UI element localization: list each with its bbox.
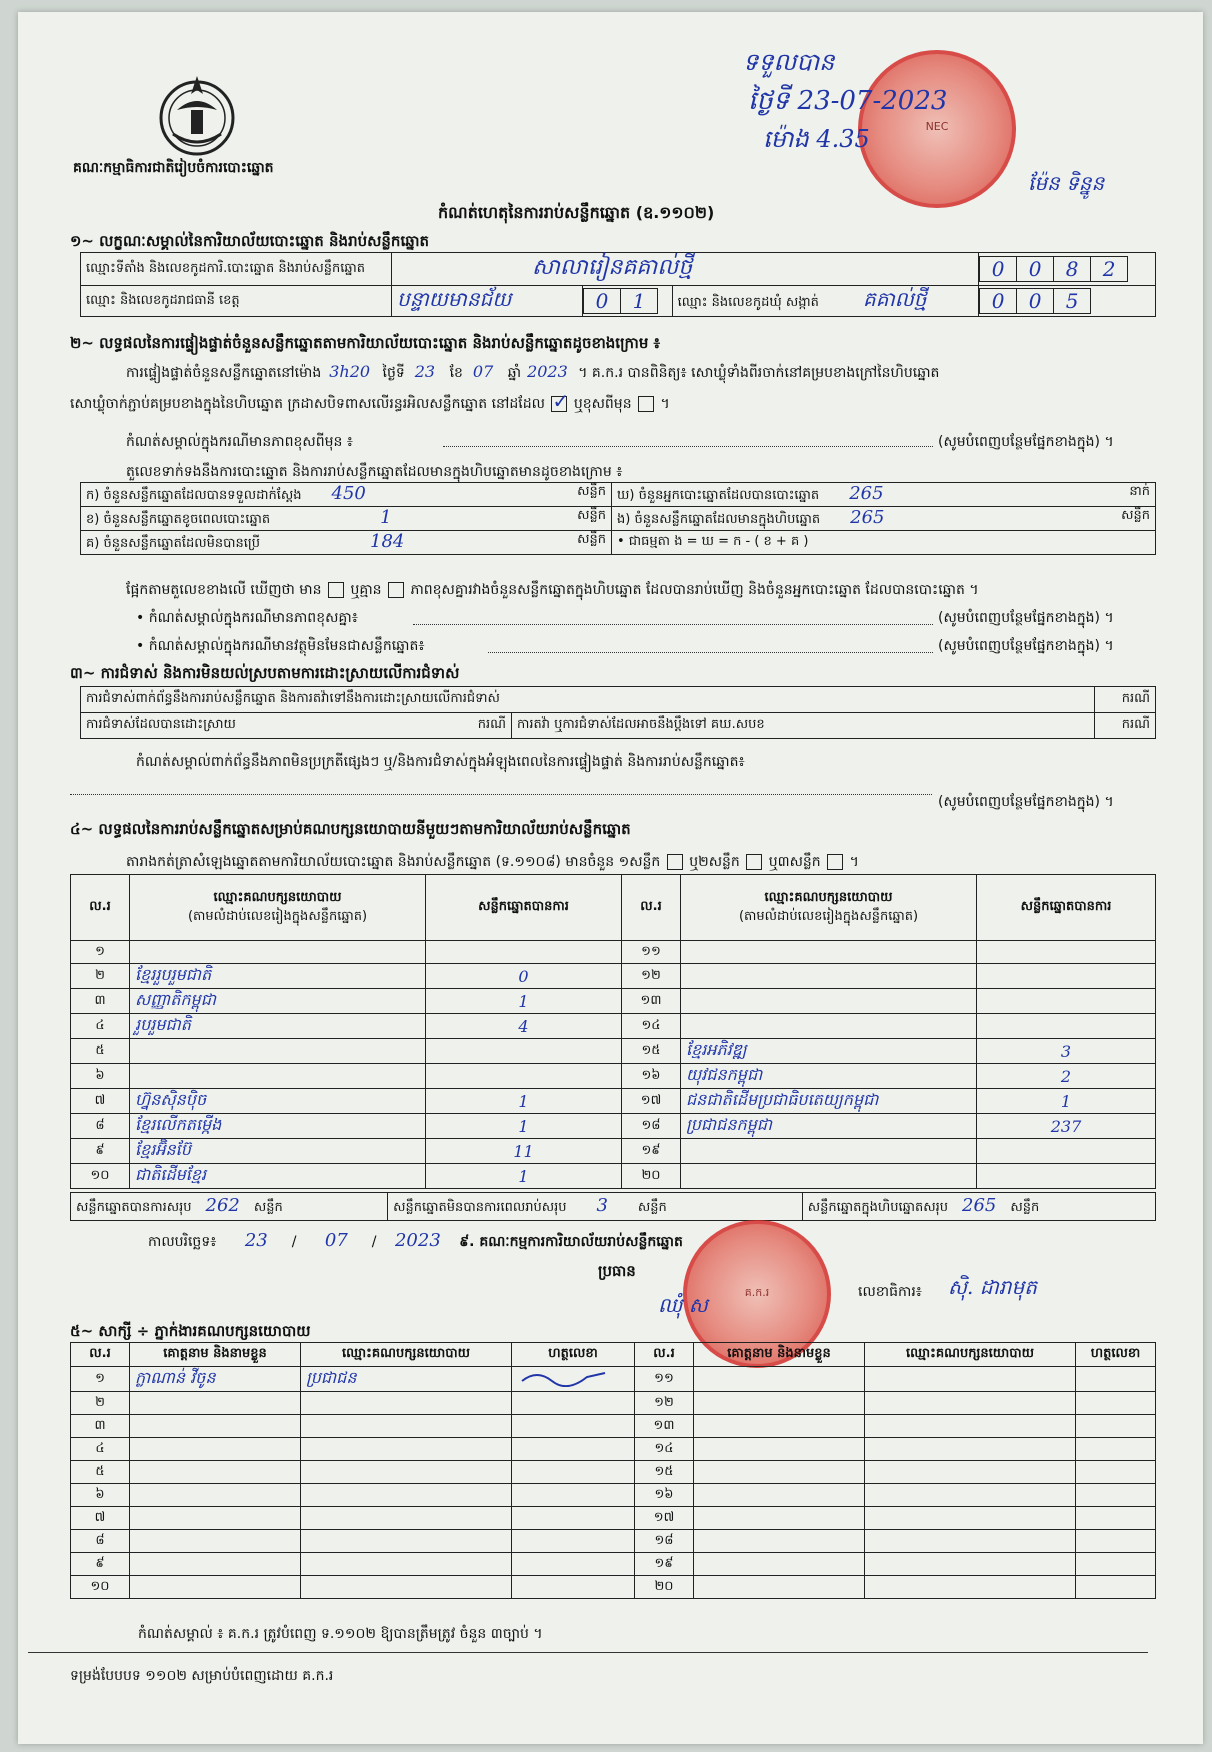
witness-name bbox=[130, 1553, 301, 1576]
result-row bbox=[71, 1139, 1156, 1164]
row-number: ៨ bbox=[71, 1530, 130, 1553]
row-number: ២០ bbox=[635, 1576, 694, 1599]
vote-count: 3 bbox=[977, 1039, 1156, 1064]
party-name: យុវជនកម្ពុជា bbox=[681, 1064, 977, 1089]
count-kha-value: 1 bbox=[380, 507, 392, 528]
witness-party bbox=[301, 1392, 512, 1415]
row-number: ១៧ bbox=[635, 1507, 694, 1530]
witness-name bbox=[130, 1438, 301, 1461]
vote-count bbox=[977, 1164, 1156, 1189]
row-number: ៣ bbox=[71, 1415, 130, 1438]
count-ko-label: គ) ចំនួនសន្លឹកឆ្នោតដែលមិនបានប្រើ bbox=[86, 536, 260, 551]
date-month: 07 bbox=[324, 1230, 348, 1251]
witness-party bbox=[865, 1507, 1076, 1530]
row-number: ១៥ bbox=[635, 1461, 694, 1484]
vote-count: 1 bbox=[426, 1114, 622, 1139]
row-number: ១០ bbox=[71, 1576, 130, 1599]
s3-heading: ៣~ ការជំទាស់ និងការមិនយល់ស្របតាមការដោះស្រាយលើការជំទាស់ bbox=[70, 664, 460, 682]
row-number: ៤ bbox=[71, 1014, 130, 1039]
row-number: ១៣ bbox=[622, 989, 681, 1014]
row-number: ៣ bbox=[71, 989, 130, 1014]
witness-name bbox=[694, 1553, 865, 1576]
count-kho-label: ឃ) ចំនួនអ្នកបោះឆ្នោតដែលបានបោះឆ្នោត bbox=[617, 488, 820, 503]
commune-code-digit: 0 bbox=[980, 289, 1017, 314]
vote-count: 1 bbox=[426, 989, 622, 1014]
witness-party bbox=[865, 1392, 1076, 1415]
note1-fill: (សូមបំពេញបន្ថែមផ្នែកខាងក្នុង) ។ bbox=[938, 434, 1114, 450]
vote-count bbox=[426, 1039, 622, 1064]
s5-heading: ៥~ សាក្សី ÷ ភ្នាក់ងារគណបក្សនយោបាយ bbox=[70, 1322, 311, 1340]
row-number: ៩ bbox=[71, 1553, 130, 1576]
secretary-signature: ស៊ិ. ដារាមុត bbox=[948, 1275, 1037, 1299]
witness-party bbox=[301, 1530, 512, 1553]
witness-name bbox=[130, 1415, 301, 1438]
witness-row bbox=[71, 1392, 1156, 1415]
witness-party bbox=[865, 1576, 1076, 1599]
witness-name bbox=[694, 1392, 865, 1415]
party-name: ខ្មែរលើកតម្កើង bbox=[130, 1114, 426, 1139]
witness-party bbox=[865, 1438, 1076, 1461]
verify-time: 3h20 bbox=[329, 362, 371, 381]
party-name bbox=[130, 1064, 426, 1089]
witness-row bbox=[71, 1484, 1156, 1507]
station-name: សាលារៀនគគាល់ថ្មី bbox=[392, 253, 979, 286]
committee-seal: គ.ក.រ bbox=[683, 1220, 831, 1368]
received-time: ម៉ោង 4.35 bbox=[763, 125, 870, 153]
station-code-digit: 2 bbox=[1091, 257, 1128, 282]
party-name: ជនជាតិដើមប្រជាធិបតេយ្យកម្ពុជា bbox=[681, 1089, 977, 1114]
vote-count: 1 bbox=[426, 1089, 622, 1114]
row-number: ១៩ bbox=[635, 1553, 694, 1576]
row-number: ១ bbox=[71, 941, 130, 964]
row-number: ១១ bbox=[622, 941, 681, 964]
witness-row bbox=[71, 1367, 1156, 1392]
row-number: ១២ bbox=[622, 964, 681, 989]
vote-count bbox=[977, 941, 1156, 964]
witness-name bbox=[694, 1438, 865, 1461]
result-row bbox=[71, 1114, 1156, 1139]
witness-party bbox=[301, 1415, 512, 1438]
row-number: ១៦ bbox=[635, 1484, 694, 1507]
s1-row1-label: ឈ្មោះទីតាំង និងលេខកូដការិ.បោះឆ្នោត និងរាប់សន្លឹកឆ្នោត bbox=[81, 253, 392, 286]
witness-name bbox=[130, 1530, 301, 1553]
count-kha-label: ខ) ចំនួនសន្លឹកឆ្នោតខូចពេលបោះឆ្នោត bbox=[86, 512, 271, 527]
note1-line bbox=[443, 432, 933, 447]
count-kho-value: 265 bbox=[849, 483, 884, 504]
witness-signature bbox=[512, 1553, 635, 1576]
s3-note: កំណត់សម្គាល់ពាក់ព័ន្ធនឹងភាពមិនប្រក្រតីផ្សេងៗ ឬ/និងការជំទាស់ក្នុងអំឡុងពេលនៃការផ្ទៀងផ្ទាត់ និងការរាប់សន្លឹកឆ្នោត៖ bbox=[136, 754, 745, 770]
witness-table: ល.រ គោត្តនាម និងនាមខ្លួន ឈ្មោះគណបក្សនយោបាយ ហត្ថលេខា ល.រ គោត្តនាម និងនាមខ្លួន ឈ្មោះគណបក្សនយោបាយ ហត្ថលេខា ១ ក្លាណាន់ វីចូន ប្រជាជន ១១ ២ ១២ ៣ ១៣ ៤ ១៤ ៥ ១៥ ៦ ១៦ ៧ ១៧ ៨ ១៨ ៩ ១៩ ១០ ២០ bbox=[70, 1342, 1156, 1599]
witness-signature bbox=[512, 1576, 635, 1599]
count-ka-label: ក) ចំនួនសន្លឹកឆ្នោតដែលបានទទួលដាក់ស្តែង bbox=[86, 488, 302, 503]
party-name bbox=[681, 1139, 977, 1164]
witness-name bbox=[130, 1392, 301, 1415]
party-name bbox=[130, 941, 426, 964]
count-ngo-value: 265 bbox=[850, 507, 885, 528]
witness-name bbox=[694, 1367, 865, 1392]
station-code-digit: 0 bbox=[1017, 257, 1054, 282]
witness-party bbox=[301, 1438, 512, 1461]
province-code-digit: 0 bbox=[584, 289, 621, 314]
witness-signature bbox=[1076, 1461, 1156, 1484]
three-sheet-checkbox[interactable] bbox=[827, 854, 843, 870]
row-number: ១ bbox=[71, 1367, 130, 1392]
result-row bbox=[71, 1014, 1156, 1039]
totals-table: សន្លឹកឆ្នោតបានការសរុប 262 សន្លឹក សន្លឹកឆ្នោតមិនបានការពេលរាប់សរុប 3 សន្លឹក សន្លឹកឆ្នោតក្នុងហិបឆ្នោតសរុប 265 សន្លឹក bbox=[70, 1192, 1156, 1221]
witness-name bbox=[694, 1576, 865, 1599]
result-row bbox=[71, 941, 1156, 964]
witness-signature bbox=[1076, 1530, 1156, 1553]
witness-name: ក្លាណាន់ វីចូន bbox=[130, 1367, 301, 1392]
different-checkbox[interactable] bbox=[638, 396, 654, 412]
party-name bbox=[681, 1164, 977, 1189]
received-signer: ម៉ែន ទិន្នូន bbox=[1028, 171, 1105, 195]
province-name: បន្ទាយមានជ័យ bbox=[392, 286, 583, 317]
vote-count: 11 bbox=[426, 1139, 622, 1164]
party-name bbox=[681, 1014, 977, 1039]
witness-signature bbox=[512, 1530, 635, 1553]
form-page: គណៈកម្មាធិការជាតិរៀបចំការបោះឆ្នោត NEC ទទួលបាន ថ្ងៃទី 23-07-2023 ម៉ោង 4.35 ម៉ែន ទិន្នូន កំណត់ហេតុនៃការរាប់សន្លឹកឆ្នោត (ឧ.១១០២) ១~ លក្ខណៈសម្គាល់នៃការិយាល័យបោះឆ្នោត និងរាប់សន្លឹកឆ្នោត ឈ្មោះទីតាំង និងលេខកូដការិ.បោះឆ្នោត និងរាប់សន្លឹកឆ្នោត សាលារៀនគគាល់ថ្មី 0 0 8 2 ឈ្មោះ និងលេខកូដរាជធានី ខេត្ត បន្ទាយមានជ័យ 0 1 ឈ្មោះ និងលេខកូដឃុំ សង្កាត់ គគាល់ថ្មី 0 0 5 ២~ លទ្ធផលនៃការផ្ទៀងផ្ទាត់ចំនួនសន្លឹកឆ្នោតតាមការិយាល័យបោះឆ្នោត និងរាប់សន្លឹកឆ្នោតដូចខាងក្រោម ៖ ការផ្ទៀងផ្ទាត់ចំនួនសន្លឹកឆ្នោតនៅម៉ោង 3h20 ថ្ងៃទី 23 ខែ 07 ឆ្នាំ 2023 ។ គ.ក.រ បានពិនិត្យ៖ សោឃ្លុំទាំងពីរចាក់នៅគម្របខាងក្រៅនៃហិបឆ្នោត សោឃ្លុំចាក់ភ្ជាប់គម្របខាងក្នុងនៃហិបឆ្នោត ក្រដាសបិទពាសលើរន្ធរអិលសន្លឹកឆ្នោត នៅដដែល ✓ ឬខុសពីមុន ។ កំណត់សម្គាល់ក្នុងករណីមានភាពខុសពីមុន ៖ (សូមបំពេញបន្ថែមផ្នែកខាងក្នុង) ។ តួលេខទាក់ទងនឹងការបោះឆ្នោត និងការរាប់សន្លឹកឆ្នោតដែលមានក្នុងហិបឆ្នោតមានដូចខាងក្រោម ៖ ក) ចំនួនសន្លឹកឆ្នោតដែលបានទទួលដាក់ស្តែង 450 សន្លឹក ឃ) ចំនួនអ្នកបោះឆ្នោតដែលបានបោះឆ្នោត 265 នាក់ ខ) ចំនួនសន្លឹកឆ្នោតខូចពេលបោះឆ្នោត 1 សន្លឹក ង) ចំនួនសន្លឹកឆ្នោតដែលមានក្នុងហិបឆ្នោត 265 សន្លឹក គ) ចំនួនសន្លឹកឆ្នោតដែលមិនបានប្រើ 184 សន្លឹក • ជាធម្មតា ង = ឃ = ក - ( ខ + គ ) ផ្អែកតាមតួលេខខាងលើ ឃើញថា មាន ឬគ្មាន ភាពខុសគ្នារវាងចំនួនសន្លឹកឆ្នោតក្នុងហិបឆ្នោត ដែលបានរាប់ឃើញ និងចំនួនអ្នកបោះឆ្នោត ដែលបានបោះឆ្នោត ។ • កំណត់សម្គាល់ក្នុងករណីមានភាពខុសគ្នា៖ (សូមបំពេញបន្ថែមផ្នែកខាងក្នុង) ។ • កំណត់សម្គាល់ក្នុងករណីមានវត្ថុមិនមែនជាសន្លឹកឆ្នោត៖ (សូមបំពេញបន្ថែមផ្នែកខាងក្នុង) ។ ៣~ ការជំទាស់ និងការមិនយល់ស្របតាមការដោះស្រាយលើការជំទាស់ ការជំទាស់ពាក់ព័ន្ធនឹងការរាប់សន្លឹកឆ្នោត និងការតវ៉ាទៅនឹងការដោះស្រាយលើការជំទាស់ ករណី ការជំទាស់ដែលបានដោះស្រាយ ករណី ការតវ៉ា ឬការជំទាស់ដែលអាចនឹងប្តឹងទៅ គឃ.សបខ ករណី កំណត់សម្គាល់ពាក់ព័ន្ធនឹងភាពមិនប្រក្រតីផ្សេងៗ ឬ/និងការជំទាស់ក្នុងអំឡុងពេលនៃការផ្ទៀងផ្ទាត់ និងការរាប់សន្លឹកឆ្នោត៖ (សូមបំពេញបន្ថែមផ្នែកខាងក្នុង) ។ ៤~ លទ្ធផលនៃការរាប់សន្លឹកឆ្នោតសម្រាប់គណបក្សនយោបាយនីមួយៗតាមការិយាល័យរាប់សន្លឹកឆ្នោត តារាងកត់ត្រាសំឡេងឆ្នោតតាមការិយាល័យបោះឆ្នោត និងរាប់សន្លឹកឆ្នោត (ទ.១១០៨) មានចំនួន ១សន្លឹក ឬ២សន្លឹក ឬ៣សន្លឹក ។ ល.រ ឈ្មោះគណបក្សនយោបាយ (តាមលំដាប់លេខរៀងក្នុងសន្លឹកឆ្នោត) សន្លឹកឆ្នោតបានការ ល.រ ឈ្មោះគណបក្សនយោបាយ (តាមលំដាប់លេខរៀងក្នុងសន្លឹកឆ្នោត) សន្លឹកឆ្នោតបានការ ១ ១១ ២ ខ្មែររួបរួមជាតិ 0 ១២ ៣ សញ្ញាតិកម្ពុជា 1 ១៣ ៤ រួបរួមជាតិ 4 ១៤ ៥ ១៥ ខ្មែរអភិវឌ្ឍ 3 ៦ ១៦ យុវជនកម្ពុជា 2 ៧ ហ្វ៊ុនស៊ិនប៉ិច 1 ១៧ ជនជាតិដើមប្រជាធិបតេយ្យកម្ពុជា 1 ៨ ខ្មែរលើកតម្កើង 1 ១៨ ប្រជាជនកម្ពុជា 237 ៩ ខ្មែរអ៊ិនប៊ែ 11 ១៩ ១០ ជាតិដើមខ្មែរ 1 ២០ សន្លឹកឆ្នោតបានការសរុប 262 សន្លឹក សន្លឹកឆ្នោតមិនបានការពេលរាប់សរុប 3 សន្លឹក សន្លឹកឆ្នោតក្នុងហិបឆ្នោតសរុប 265 សន្លឹក កាលបរិច្ឆេទ៖ 23 / 07 / 2023 ៩. គណៈកម្មការការិយាល័យរាប់សន្លឹកឆ្នោត គ.ក.រ ប្រធាន ឈុំ ស លេខាធិការ៖ ស៊ិ. ដារាមុត ៥~ សាក្សី ÷ ភ្នាក់ងារគណបក្សនយោបាយ ល.រ គោត្តនាម និងនាមខ្លួន ឈ្មោះគណបក្សនយោបាយ ហត្ថលេខា ល.រ គោត្តនាម និងនាមខ្លួន ឈ្មោះគណបក្សនយោបាយ ហត្ថលេខា ១ ក្លាណាន់ វីចូន ប្រជាជន ១១ ២ ១២ ៣ ១៣ ៤ ១៤ ៥ ១៥ ៦ ១៦ ៧ ១៧ ៨ ១៨ ៩ ១៩ ១០ ២០ កំណត់សម្គាល់ ៖ គ.ក.រ ត្រូវបំពេញ ទ.១១០២ ឱ្យបានត្រឹមត្រូវ ចំនួន ៣ច្បាប់ ។ ទម្រង់បែបបទ ១១០២ សម្រាប់បំពេញដោយ គ.ក.រ bbox=[18, 12, 1203, 1744]
party-name: ហ្វ៊ុនស៊ិនប៉ិច bbox=[130, 1089, 426, 1114]
row-number: ៧ bbox=[71, 1089, 130, 1114]
row-number: ១២ bbox=[635, 1392, 694, 1415]
result-row bbox=[71, 1064, 1156, 1089]
counts-table: ក) ចំនួនសន្លឹកឆ្នោតដែលបានទទួលដាក់ស្តែង 450 សន្លឹក ឃ) ចំនួនអ្នកបោះឆ្នោតដែលបានបោះឆ្នោត 265 នាក់ ខ) ចំនួនសន្លឹកឆ្នោតខូចពេលបោះឆ្នោត 1 សន្លឹក ង) ចំនួនសន្លឹកឆ្នោតដែលមានក្នុងហិបឆ្នោត 265 សន្លឹក គ) ចំនួនសន្លឹកឆ្នោតដែលមិនបានប្រើ 184 សន្លឹក • ជាធម្មតា ង = ឃ = ក - ( ខ + គ ) bbox=[80, 482, 1156, 555]
s2-p1: ការផ្ទៀងផ្ទាត់ចំនួនសន្លឹកឆ្នោតនៅម៉ោង 3h20 ថ្ងៃទី 23 ខែ 07 ឆ្នាំ 2023 ។ គ.ក.រ បានពិនិត្យ៖ សោឃ្លុំទាំងពីរចាក់នៅគម្របខាងក្រៅនៃហិបឆ្នោត bbox=[126, 362, 940, 381]
row-number: ២ bbox=[71, 964, 130, 989]
row-number: ២ bbox=[71, 1392, 130, 1415]
party-name: រួបរួមជាតិ bbox=[130, 1014, 426, 1039]
witness-signature bbox=[512, 1507, 635, 1530]
province-code-digit: 1 bbox=[621, 289, 658, 314]
row-number: ៧ bbox=[71, 1507, 130, 1530]
witness-party bbox=[301, 1484, 512, 1507]
witness-party bbox=[865, 1415, 1076, 1438]
witness-row bbox=[71, 1415, 1156, 1438]
s1-heading: ១~ លក្ខណៈសម្គាល់នៃការិយាល័យបោះឆ្នោត និងរាប់សន្លឹកឆ្នោត bbox=[70, 232, 430, 250]
station-code-digit: 8 bbox=[1054, 257, 1091, 282]
s2-heading: ២~ លទ្ធផលនៃការផ្ទៀងផ្ទាត់ចំនួនសន្លឹកឆ្នោតតាមការិយាល័យបោះឆ្នោត និងរាប់សន្លឹកឆ្នោតដូចខាងក្រោម ៖ bbox=[70, 334, 661, 352]
station-code-digit: 0 bbox=[980, 257, 1017, 282]
witness-party bbox=[301, 1507, 512, 1530]
witness-party bbox=[301, 1576, 512, 1599]
s4-heading: ៤~ លទ្ធផលនៃការរាប់សន្លឹកឆ្នោតសម្រាប់គណបក្សនយោបាយនីមួយៗតាមការិយាល័យរាប់សន្លឹកឆ្នោត bbox=[70, 820, 631, 838]
vote-count: 237 bbox=[977, 1114, 1156, 1139]
witness-name bbox=[694, 1484, 865, 1507]
s2-p2: សោឃ្លុំចាក់ភ្ជាប់គម្របខាងក្នុងនៃហិបឆ្នោត ក្រដាសបិទពាសលើរន្ធរអិលសន្លឹកឆ្នោត នៅដដែល ✓ ឬខុសពីមុន ។ bbox=[70, 389, 670, 413]
footer: ទម្រង់បែបបទ ១១០២ សម្រាប់បំពេញដោយ គ.ក.រ bbox=[70, 1668, 334, 1684]
row-number: ៦ bbox=[71, 1064, 130, 1089]
witness-name bbox=[694, 1530, 865, 1553]
s4-p1: តារាងកត់ត្រាសំឡេងឆ្នោតតាមការិយាល័យបោះឆ្នោត និងរាប់សន្លឹកឆ្នោត (ទ.១១០៨) មានចំនួន ១សន្លឹក ឬ២សន្លឹក ឬ៣សន្លឹក ។ bbox=[126, 854, 859, 870]
witness-name bbox=[694, 1415, 865, 1438]
nec-emblem-icon bbox=[153, 70, 241, 158]
witness-signature bbox=[1076, 1367, 1156, 1392]
commune-code-digit: 5 bbox=[1054, 289, 1091, 314]
witness-signature bbox=[512, 1484, 635, 1507]
secretary-label: លេខាធិការ៖ bbox=[858, 1284, 922, 1300]
row-number: ១៦ bbox=[622, 1064, 681, 1089]
row-number: ២០ bbox=[622, 1164, 681, 1189]
witness-signature bbox=[512, 1415, 635, 1438]
row-number: ១៩ bbox=[622, 1139, 681, 1164]
vote-count bbox=[977, 989, 1156, 1014]
row-number: ១៤ bbox=[635, 1438, 694, 1461]
objections-table: ការជំទាស់ពាក់ព័ន្ធនឹងការរាប់សន្លឹកឆ្នោត និងការតវ៉ាទៅនឹងការដោះស្រាយលើការជំទាស់ ករណី ការជំទាស់ដែលបានដោះស្រាយ ករណី ការតវ៉ា ឬការជំទាស់ដែលអាចនឹងប្តឹងទៅ គឃ.សបខ ករណី bbox=[80, 686, 1156, 739]
row-number: ៨ bbox=[71, 1114, 130, 1139]
received-date: ថ្ងៃទី 23-07-2023 bbox=[748, 86, 948, 116]
vote-count bbox=[426, 941, 622, 964]
row-number: ១៥ bbox=[622, 1039, 681, 1064]
vote-count bbox=[426, 1064, 622, 1089]
row-number: ៩ bbox=[71, 1139, 130, 1164]
two-sheet-checkbox[interactable] bbox=[746, 854, 762, 870]
count-ka-value: 450 bbox=[331, 483, 366, 504]
result-row bbox=[71, 964, 1156, 989]
witness-name bbox=[694, 1507, 865, 1530]
received-seal: NEC bbox=[858, 50, 1016, 208]
witness-party: ប្រជាជន bbox=[301, 1367, 512, 1392]
witness-name bbox=[130, 1507, 301, 1530]
witness-party bbox=[865, 1530, 1076, 1553]
same-checkbox[interactable]: ✓ bbox=[552, 389, 570, 413]
row-number: ៥ bbox=[71, 1461, 130, 1484]
witness-signature bbox=[1076, 1438, 1156, 1461]
result-row bbox=[71, 1039, 1156, 1064]
count-ko-value: 184 bbox=[370, 531, 405, 552]
one-sheet-checkbox[interactable] bbox=[667, 854, 683, 870]
total-in-box: 265 bbox=[962, 1195, 997, 1216]
row-number: ១៣ bbox=[635, 1415, 694, 1438]
results-table: ល.រ ឈ្មោះគណបក្សនយោបាយ (តាមលំដាប់លេខរៀងក្នុងសន្លឹកឆ្នោត) សន្លឹកឆ្នោតបានការ ល.រ ឈ្មោះគណបក្សនយោបាយ (តាមលំដាប់លេខរៀងក្នុងសន្លឹកឆ្នោត) សន្លឹកឆ្នោតបានការ ១ ១១ ២ ខ្មែររួបរួមជាតិ 0 ១២ ៣ សញ្ញាតិកម្ពុជា 1 ១៣ ៤ រួបរួមជាតិ 4 ១៤ ៥ ១៥ ខ្មែរអភិវឌ្ឍ 3 ៦ ១៦ យុវជនកម្ពុជា 2 ៧ ហ្វ៊ុនស៊ិនប៉ិច 1 ១៧ ជនជាតិដើមប្រជាធិបតេយ្យកម្ពុជា 1 ៨ ខ្មែរលើកតម្កើង 1 ១៨ ប្រជាជនកម្ពុជា 237 ៩ ខ្មែរអ៊ិនប៊ែ 11 ១៩ ១០ ជាតិដើមខ្មែរ 1 ២០ bbox=[70, 874, 1156, 1189]
party-name: ខ្មែរអ៊ិនប៊ែ bbox=[130, 1139, 426, 1164]
row-number: ១៤ bbox=[622, 1014, 681, 1039]
row-number: ១១ bbox=[635, 1367, 694, 1392]
vote-count: 0 bbox=[426, 964, 622, 989]
s2-p4: ផ្អែកតាមតួលេខខាងលើ ឃើញថា មាន ឬគ្មាន ភាពខុសគ្នារវាងចំនួនសន្លឹកឆ្នោតក្នុងហិបឆ្នោត ដែលបានរាប់ឃើញ និងចំនួនអ្នកបោះឆ្នោត ដែលបានបោះឆ្នោត ។ bbox=[126, 582, 979, 598]
no-diff-checkbox[interactable] bbox=[388, 582, 404, 598]
witness-row bbox=[71, 1461, 1156, 1484]
committee-name: គណៈកម្មាធិការជាតិរៀបចំការបោះឆ្នោត bbox=[73, 160, 274, 176]
witness-party bbox=[865, 1367, 1076, 1392]
witness-party bbox=[865, 1461, 1076, 1484]
s1-row2-label2: ឈ្មោះ និងលេខកូដឃុំ សង្កាត់ bbox=[677, 295, 819, 310]
witness-name bbox=[130, 1461, 301, 1484]
row-number: ១០ bbox=[71, 1164, 130, 1189]
total-valid: 262 bbox=[205, 1195, 240, 1216]
s2-b1: • កំណត់សម្គាល់ក្នុងករណីមានភាពខុសគ្នា៖ bbox=[136, 610, 358, 626]
party-name bbox=[681, 941, 977, 964]
row-number: ៦ bbox=[71, 1484, 130, 1507]
count-formula: • ជាធម្មតា ង = ឃ = ក - ( ខ + គ ) bbox=[612, 531, 1156, 555]
objection-row1: ការជំទាស់ពាក់ព័ន្ធនឹងការរាប់សន្លឹកឆ្នោត និងការតវ៉ាទៅនឹងការដោះស្រាយលើការជំទាស់ bbox=[81, 687, 1095, 713]
row-number: ១៨ bbox=[622, 1114, 681, 1139]
result-row bbox=[71, 1164, 1156, 1189]
witness-signature bbox=[512, 1461, 635, 1484]
party-name: សញ្ញាតិកម្ពុជា bbox=[130, 989, 426, 1014]
result-row bbox=[71, 1089, 1156, 1114]
has-diff-checkbox[interactable] bbox=[328, 582, 344, 598]
witness-signature bbox=[512, 1438, 635, 1461]
witness-name bbox=[130, 1576, 301, 1599]
vote-count: 2 bbox=[977, 1064, 1156, 1089]
vote-count: 1 bbox=[977, 1089, 1156, 1114]
witness-name bbox=[694, 1461, 865, 1484]
party-name: ប្រជាជនកម្ពុជា bbox=[681, 1114, 977, 1139]
commune-code-digit: 0 bbox=[1017, 289, 1054, 314]
objection-appeal: ការតវ៉ា ឬការជំទាស់ដែលអាចនឹងប្តឹងទៅ គឃ.សបខ bbox=[512, 713, 1095, 739]
form-title: កំណត់ហេតុនៃការរាប់សន្លឹកឆ្នោត (ឧ.១១០២) bbox=[438, 203, 715, 222]
witness-signature bbox=[1076, 1484, 1156, 1507]
witness-signature bbox=[512, 1367, 635, 1392]
received-label: ទទួលបាន bbox=[743, 48, 835, 76]
witness-row bbox=[71, 1576, 1156, 1599]
witness-row bbox=[71, 1553, 1156, 1576]
row-number: ៤ bbox=[71, 1438, 130, 1461]
chair-label: ប្រធាន bbox=[598, 1262, 636, 1280]
witness-party bbox=[301, 1553, 512, 1576]
witness-name bbox=[130, 1484, 301, 1507]
total-invalid: 3 bbox=[596, 1195, 608, 1216]
count-ngo-label: ង) ចំនួនសន្លឹកឆ្នោតដែលមានក្នុងហិបឆ្នោត bbox=[617, 512, 821, 527]
vote-count bbox=[977, 1139, 1156, 1164]
commune-name: គគាល់ថ្មី bbox=[863, 287, 927, 311]
witness-row bbox=[71, 1438, 1156, 1461]
party-name bbox=[681, 989, 977, 1014]
signature-scribble bbox=[517, 1367, 607, 1387]
party-name bbox=[130, 1039, 426, 1064]
vote-count bbox=[977, 1014, 1156, 1039]
s2-note1: កំណត់សម្គាល់ក្នុងករណីមានភាពខុសពីមុន ៖ bbox=[126, 434, 353, 450]
party-name: ខ្មែរអភិវឌ្ឍ bbox=[681, 1039, 977, 1064]
verify-month: 07 bbox=[472, 362, 494, 381]
chair-signature: ឈុំ ស bbox=[658, 1293, 708, 1317]
row-number: ១៧ bbox=[622, 1089, 681, 1114]
witness-party bbox=[301, 1461, 512, 1484]
witness-row bbox=[71, 1530, 1156, 1553]
witness-signature bbox=[512, 1392, 635, 1415]
s5-note: កំណត់សម្គាល់ ៖ គ.ក.រ ត្រូវបំពេញ ទ.១១០២ ឱ្យបានត្រឹមត្រូវ ចំនួន ៣ច្បាប់ ។ bbox=[138, 1626, 543, 1642]
s1-table bbox=[80, 252, 1156, 317]
witness-signature bbox=[1076, 1392, 1156, 1415]
party-name: ជាតិដើមខ្មែរ bbox=[130, 1164, 426, 1189]
witness-signature bbox=[1076, 1415, 1156, 1438]
objection-resolved: ការជំទាស់ដែលបានដោះស្រាយ bbox=[86, 717, 236, 732]
vote-count: 4 bbox=[426, 1014, 622, 1039]
s2-p3: តួលេខទាក់ទងនឹងការបោះឆ្នោត និងការរាប់សន្លឹកឆ្នោតដែលមានក្នុងហិបឆ្នោតមានដូចខាងក្រោម ៖ bbox=[126, 464, 623, 480]
s1-row2-label: ឈ្មោះ និងលេខកូដរាជធានី ខេត្ត bbox=[81, 286, 392, 317]
verify-day: 23 bbox=[414, 362, 436, 381]
row-number: ៥ bbox=[71, 1039, 130, 1064]
date-year: 2023 bbox=[394, 1230, 441, 1251]
party-name: ខ្មែររួបរួមជាតិ bbox=[130, 964, 426, 989]
vote-count bbox=[977, 964, 1156, 989]
verify-year: 2023 bbox=[527, 362, 568, 381]
report-date: កាលបរិច្ឆេទ៖ 23 / 07 / 2023 ៩. គណៈកម្មការការិយាល័យរាប់សន្លឹកឆ្នោត bbox=[148, 1230, 683, 1251]
s2-b2: • កំណត់សម្គាល់ក្នុងករណីមានវត្ថុមិនមែនជាសន្លឹកឆ្នោត៖ bbox=[136, 638, 425, 654]
date-day: 23 bbox=[244, 1230, 268, 1251]
witness-signature bbox=[1076, 1576, 1156, 1599]
witness-signature bbox=[1076, 1507, 1156, 1530]
result-row bbox=[71, 989, 1156, 1014]
witness-party bbox=[865, 1553, 1076, 1576]
witness-signature bbox=[1076, 1553, 1156, 1576]
witness-row bbox=[71, 1507, 1156, 1530]
witness-party bbox=[865, 1484, 1076, 1507]
vote-count: 1 bbox=[426, 1164, 622, 1189]
party-name bbox=[681, 964, 977, 989]
row-number: ១៨ bbox=[635, 1530, 694, 1553]
